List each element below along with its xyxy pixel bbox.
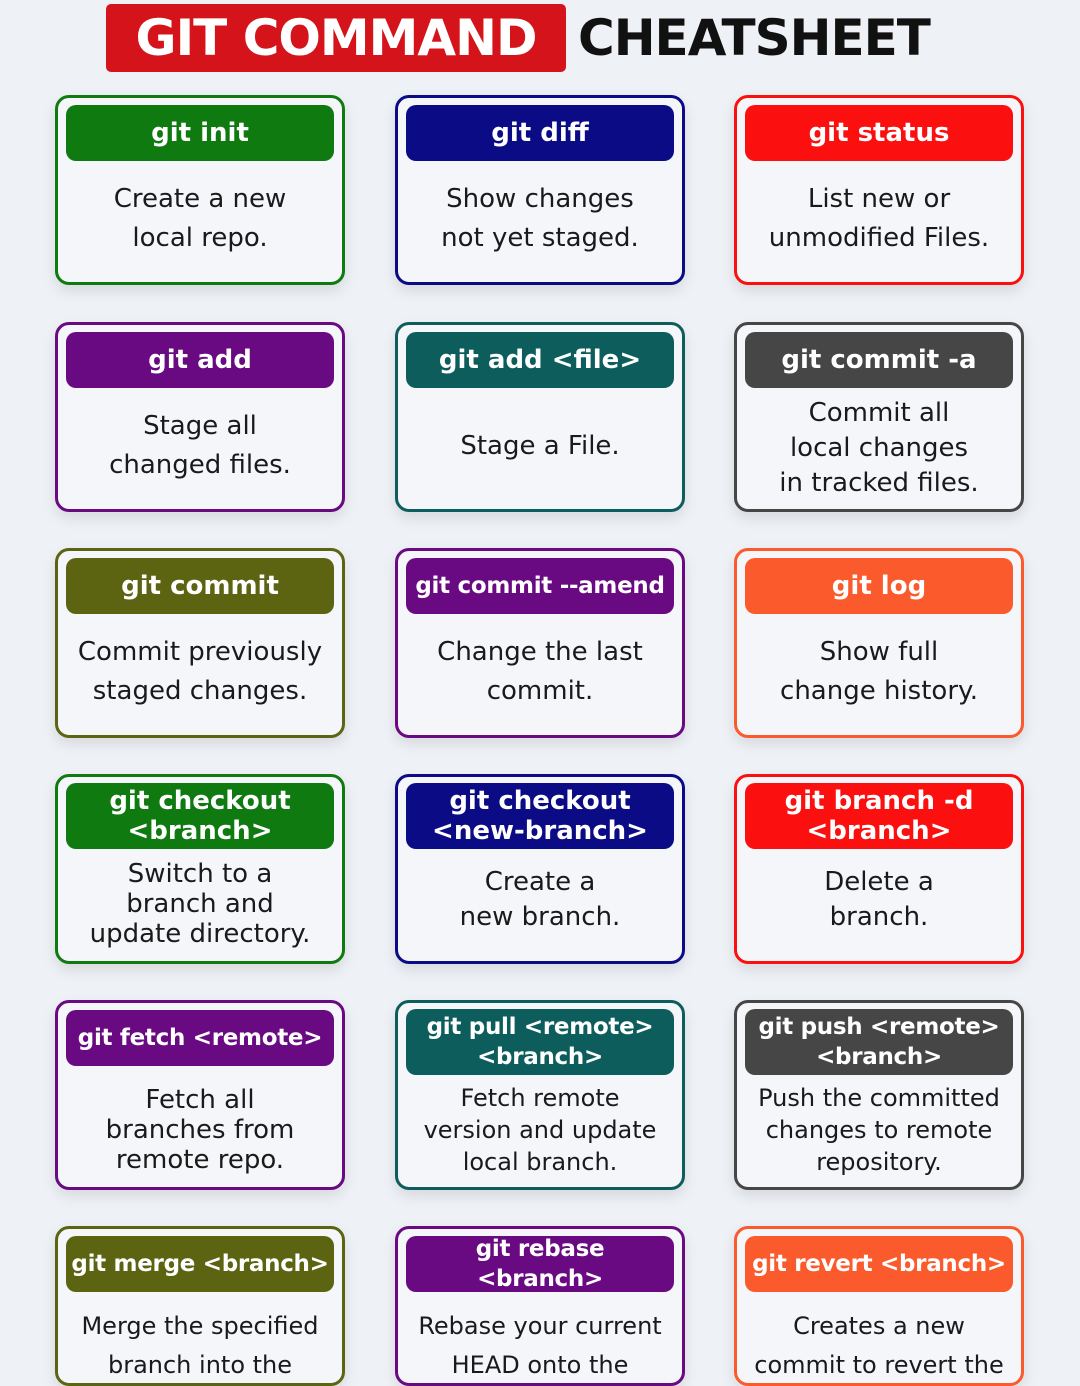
command-description: Fetch all branches from remote repo.	[105, 1085, 295, 1175]
card-git-commit	[55, 548, 345, 738]
card-git-fetch	[55, 1000, 345, 1190]
command-description: Stage a File.	[460, 430, 620, 461]
command-description: Stage all changed files.	[109, 411, 291, 480]
command-label: git branch -d <branch>	[745, 783, 1013, 849]
command-label: git log	[745, 558, 1013, 614]
card-git-add	[55, 322, 345, 512]
command-label: git pull <remote> <branch>	[406, 1009, 674, 1075]
command-description: Commit previously staged changes.	[77, 637, 323, 706]
command-label: git fetch <remote>	[66, 1010, 334, 1066]
title-highlight: GIT COMMAND	[106, 4, 566, 72]
command-label: git add	[66, 332, 334, 388]
command-description: Show changes not yet staged.	[441, 184, 639, 253]
command-description: Delete a branch.	[824, 867, 934, 932]
command-description: Merge the specified branch into the	[81, 1312, 319, 1379]
command-description: Push the committed changes to remote repository.	[758, 1084, 1000, 1176]
command-label: git commit --amend	[406, 558, 674, 614]
command-description: Show full change history.	[780, 637, 978, 706]
command-description: Creates a new commit to revert the	[754, 1312, 1004, 1379]
command-description: Switch to a branch and update directory.	[89, 859, 311, 949]
command-description: Fetch remote version and update local branch.	[423, 1084, 657, 1176]
command-description: Commit all local changes in tracked files.	[779, 397, 979, 498]
command-label: git push <remote> <branch>	[745, 1009, 1013, 1075]
card-git-merge	[55, 1226, 345, 1386]
command-label: git checkout <branch>	[66, 783, 334, 849]
command-label: git commit -a	[745, 332, 1013, 388]
card-git-diff	[395, 95, 685, 285]
card-git-commit-amend	[395, 548, 685, 738]
card-git-pull	[395, 1000, 685, 1190]
card-git-rebase	[395, 1226, 685, 1386]
card-git-revert	[734, 1226, 1024, 1386]
card-git-checkout-new-branch	[395, 774, 685, 964]
command-label: git add <file>	[406, 332, 674, 388]
command-label: git status	[745, 105, 1013, 161]
command-label: git merge <branch>	[66, 1236, 334, 1292]
title-rest: CHEATSHEET	[578, 9, 930, 67]
card-git-checkout-branch	[55, 774, 345, 964]
command-label: git commit	[66, 558, 334, 614]
command-label: git rebase <branch>	[406, 1236, 674, 1292]
page-title	[0, 4, 1080, 74]
card-git-status	[734, 95, 1024, 285]
command-label: git diff	[406, 105, 674, 161]
command-description: Rebase your current HEAD onto the	[418, 1312, 662, 1379]
command-label: git checkout <new-branch>	[406, 783, 674, 849]
card-git-log	[734, 548, 1024, 738]
card-git-add-file	[395, 322, 685, 512]
card-git-branch-d	[734, 774, 1024, 964]
command-label: git init	[66, 105, 334, 161]
command-description: Create a new local repo.	[113, 184, 287, 253]
command-description: List new or unmodified Files.	[768, 184, 990, 253]
card-git-push	[734, 1000, 1024, 1190]
command-description: Change the last commit.	[437, 637, 643, 706]
card-git-commit-a	[734, 322, 1024, 512]
command-label: git revert <branch>	[745, 1236, 1013, 1292]
command-description: Create a new branch.	[459, 867, 621, 932]
card-git-init	[55, 95, 345, 285]
